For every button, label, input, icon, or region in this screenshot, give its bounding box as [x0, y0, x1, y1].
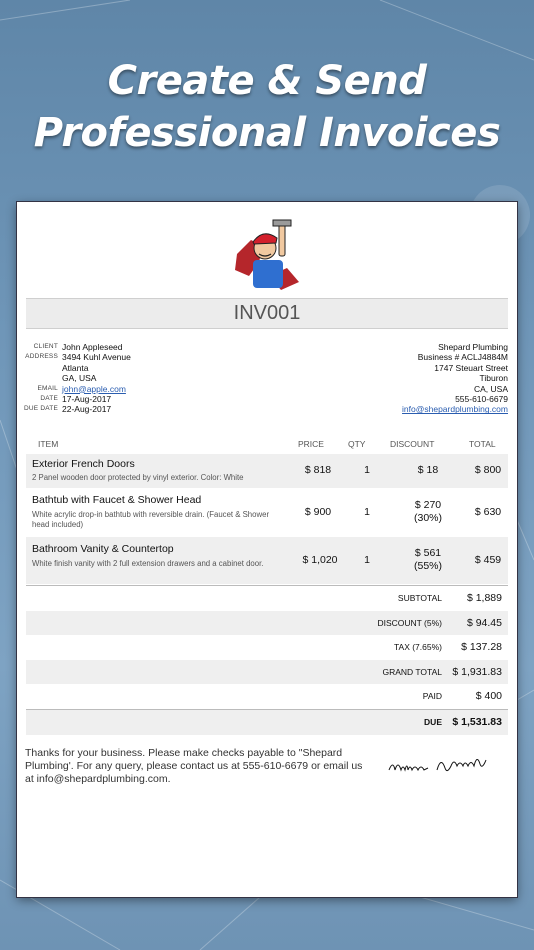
address-row-3 — [17, 373, 131, 383]
paid-label: PAID — [422, 691, 442, 702]
tax-label: TAX (7.65%) — [393, 642, 442, 653]
address-row-2 — [17, 363, 131, 373]
client-name-row — [17, 342, 131, 352]
grand-total-row — [26, 660, 508, 685]
client-block — [17, 342, 131, 415]
address-label: ADDRESS — [25, 353, 58, 361]
table-row — [26, 454, 508, 488]
paid-value: $ 400 — [475, 690, 502, 703]
discount-value: $ 94.45 — [466, 616, 502, 629]
table-row — [26, 489, 508, 536]
item-discount: $ 561 (55%) — [413, 547, 442, 572]
address-line-3: GA, USA — [62, 373, 97, 384]
col-price: PRICE — [298, 439, 324, 449]
item-desc: 2 Panel wooden door protected by vinyl exterior. Color: White — [32, 473, 244, 482]
date-row — [17, 394, 131, 404]
table-row — [26, 537, 508, 584]
invoice-number: INV001 — [26, 298, 508, 329]
plumber-logo — [229, 216, 305, 292]
item-desc: White acrylic drop-in bathtub with reversible drain. (Faucet & Shower head included) — [32, 510, 270, 529]
due-label: DUE — [424, 717, 442, 727]
business-state: CA, USA — [473, 383, 508, 394]
invoice-date: 17-Aug-2017 — [62, 393, 112, 404]
col-discount: DISCOUNT — [390, 439, 435, 449]
col-item: ITEM — [38, 439, 59, 449]
date-label: DATE — [40, 394, 58, 402]
email-label: EMAIL — [37, 384, 58, 392]
address-line-2: Atlanta — [62, 362, 89, 373]
item-discount: $ 18 — [417, 464, 439, 476]
invoice-sheet — [17, 202, 517, 897]
paid-row — [26, 684, 508, 709]
client-name: John Appleseed — [62, 342, 123, 352]
items-table-header — [26, 439, 508, 453]
item-price: $ 900 — [304, 506, 332, 518]
email-row — [17, 384, 131, 394]
tax-value: $ 137.28 — [461, 641, 502, 654]
subtotal-row — [26, 586, 508, 611]
item-price: $ 1,020 — [302, 554, 338, 566]
due-value: $ 1,531.83 — [452, 716, 502, 728]
discount-row — [26, 611, 508, 636]
client-label: CLIENT — [33, 343, 58, 350]
item-price: $ 818 — [304, 464, 332, 476]
item-discount: $ 270 (30%) — [413, 499, 442, 524]
item-total: $ 800 — [474, 464, 502, 476]
item-title: Bathtub with Faucet & Shower Head — [32, 494, 202, 506]
business-number: Business # ACLJ4884M — [417, 352, 508, 363]
item-title: Exterior French Doors — [32, 458, 135, 470]
subtotal-label: SUBTOTAL — [397, 593, 442, 603]
grand-total-value: $ 1,931.83 — [452, 665, 502, 678]
client-email-link[interactable]: john@apple.com — [62, 383, 126, 394]
tax-row — [26, 635, 508, 660]
grand-total-label: GRAND TOTAL — [382, 666, 442, 677]
col-total: TOTAL — [469, 439, 496, 449]
address-row — [17, 352, 131, 362]
item-title: Bathroom Vanity & Countertop — [32, 543, 174, 555]
address-line-1: 3494 Kuhl Avenue — [62, 352, 131, 363]
business-email-link[interactable]: info@shepardplumbing.com — [402, 404, 508, 415]
hero-line-1: Create & Send — [107, 58, 427, 104]
due-row — [26, 710, 508, 735]
hero-heading — [0, 55, 534, 159]
due-date: 22-Aug-2017 — [62, 404, 112, 415]
hero-line-2: Professional Invoices — [33, 110, 501, 156]
item-qty: 1 — [364, 554, 370, 566]
item-desc: White finish vanity with 2 full extension drawers and a cabinet door. — [32, 559, 264, 568]
item-qty: 1 — [364, 506, 370, 518]
footer-note: Thanks for your business. Please make checks payable to "Shepard Plumbing'. For any query, please contact us at 555-610-6679 or email us at info@shepardplumbing.com. — [25, 747, 363, 785]
signature — [387, 752, 497, 778]
due-date-label: DUE DATE — [24, 405, 58, 413]
business-phone: 555-610-6679 — [455, 394, 508, 405]
item-total: $ 630 — [474, 506, 502, 518]
item-qty: 1 — [364, 464, 370, 476]
business-street: 1747 Steuart Street — [434, 362, 508, 373]
business-block — [402, 342, 508, 415]
business-city: Tiburon — [479, 373, 508, 384]
business-name: Shepard Plumbing — [438, 342, 508, 352]
col-qty: QTY — [348, 439, 366, 449]
subtotal-value: $ 1,889 — [466, 592, 502, 604]
due-date-row — [17, 404, 131, 414]
discount-label: DISCOUNT (5%) — [377, 617, 442, 628]
item-total: $ 459 — [474, 554, 502, 566]
